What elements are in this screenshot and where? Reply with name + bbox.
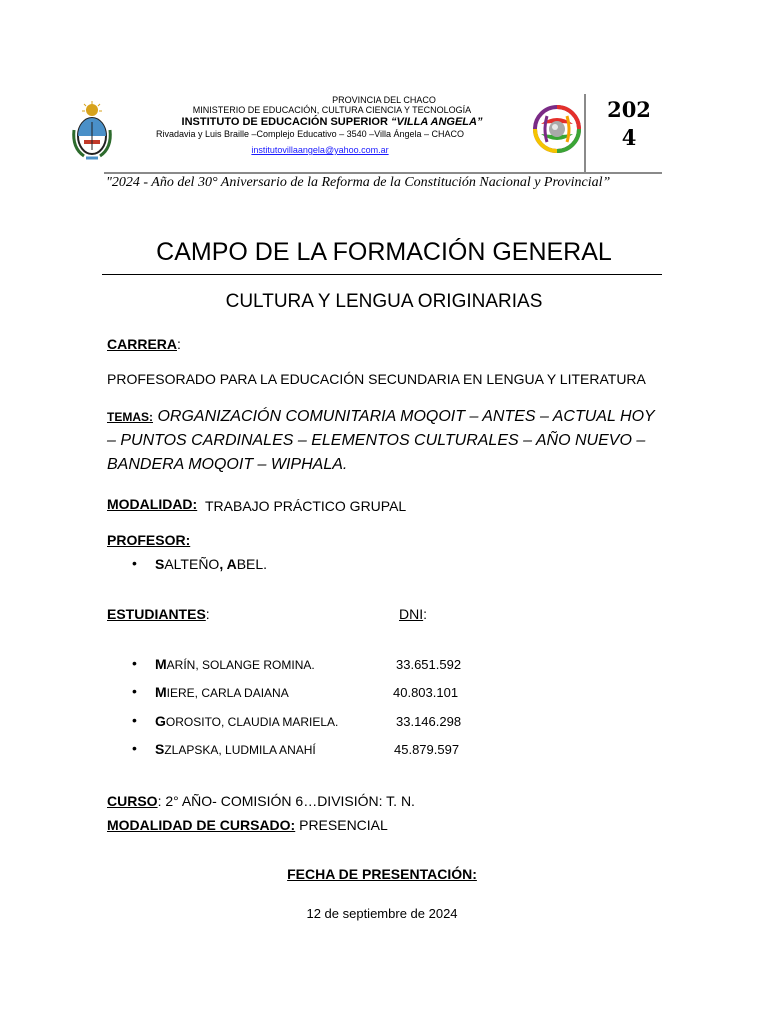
- fecha-heading: [0, 866, 764, 882]
- student-dni: 45.879.597: [394, 742, 460, 757]
- title-rule: [102, 274, 662, 275]
- profesor-label: PROFESOR:: [107, 532, 191, 548]
- profesor-bullet: •: [132, 555, 137, 571]
- header-vertical-divider: [584, 94, 586, 172]
- carrera-label: CARRERA: [107, 336, 177, 352]
- profesor-firstname-rest: BEL.: [236, 556, 268, 572]
- student-dni: 33.651.592: [396, 657, 462, 672]
- fecha-label: FECHA DE PRESENTACIÓN:: [287, 866, 477, 882]
- curso-label: CURSO: [107, 793, 158, 809]
- profesor-comma: ,: [219, 556, 227, 572]
- modalidad-value: TRABAJO PRÁCTICO GRUPAL: [205, 498, 407, 514]
- header-ministry: MINISTERIO DE EDUCACIÓN, CULTURA CIENCIA Y TECNOLOGÍA: [192, 105, 472, 115]
- header-horizontal-divider: [104, 172, 662, 174]
- student-name: [155, 713, 338, 729]
- estudiantes-colon: :: [205, 606, 210, 622]
- carrera-value: PROFESORADO PARA LA EDUCACIÓN SECUNDARIA EN LENGUA Y LITERATURA: [107, 371, 646, 387]
- student-name-rest: ARÍN, SOLANGE ROMINA.: [166, 658, 315, 672]
- header-address: Rivadavia y Luis Braille –Complejo Educativo – 3540 –Villa Ángela – CHACO: [156, 129, 464, 139]
- student-bullet: •: [132, 740, 137, 756]
- temas-label: TEMAS:: [107, 410, 153, 424]
- student-initial: S: [155, 741, 165, 757]
- profesor-name: [155, 556, 267, 572]
- student-bullet: •: [132, 683, 137, 699]
- profesor-heading: [107, 532, 190, 548]
- institute-prefix: INSTITUTO DE EDUCACIÓN SUPERIOR: [181, 116, 391, 128]
- student-initial: G: [155, 713, 166, 729]
- student-dni: 40.803.101: [393, 685, 459, 700]
- modalidad-cursado-value: PRESENCIAL: [295, 817, 388, 833]
- modalidad-cursado-row: [107, 817, 388, 833]
- carrera-colon: :: [177, 336, 181, 352]
- student-name: [155, 656, 315, 672]
- student-initial: M: [155, 684, 167, 700]
- temas-block: [107, 405, 667, 477]
- profesor-surname-rest: ALTEÑO: [164, 556, 220, 572]
- institute-name: “VILLA ANGELA”: [390, 116, 483, 128]
- student-name: [155, 741, 316, 757]
- student-name-rest: ZLAPSKA, LUDMILA ANAHÍ: [164, 743, 316, 757]
- temas-value: ORGANIZACIÓN COMUNITARIA MOQOIT – ANTES – ACTUAL HOY – PUNTOS CARDINALES – ELEMENTOS CULTURALES – AÑO NUEVO – BANDERA MOQOIT – WIPHALA.: [107, 408, 655, 473]
- institute-emblem-icon: [533, 104, 581, 154]
- page-title: CAMPO DE LA FORMACIÓN GENERAL: [156, 238, 612, 266]
- curso-row: [107, 793, 415, 809]
- modalidad-cursado-label: MODALIDAD DE CURSADO:: [107, 817, 296, 833]
- estudiantes-heading: [107, 606, 210, 622]
- curso-value: : 2° AÑO- COMISIÓN 6…DIVISIÓN: T. N.: [157, 793, 415, 809]
- profesor-initial-2: A: [226, 556, 237, 572]
- student-bullet: •: [132, 655, 137, 671]
- student-name-rest: OROSITO, CLAUDIA MARIELA.: [165, 715, 339, 729]
- student-initial: M: [155, 656, 167, 672]
- carrera-heading: [107, 336, 181, 352]
- modalidad-label: MODALIDAD:: [107, 496, 198, 512]
- dni-label: DNI: [399, 606, 424, 622]
- student-name-rest: IERE, CARLA DAIANA: [166, 686, 289, 700]
- page-subtitle: CULTURA Y LENGUA ORIGINARIAS: [225, 291, 543, 312]
- dni-heading: [399, 606, 427, 622]
- header-email-link[interactable]: institutovillaangela@yahoo.com.ar: [251, 145, 389, 155]
- header-year-line1: 202: [607, 97, 651, 122]
- student-name: [155, 684, 289, 700]
- header-email-row: [0, 141, 704, 157]
- profesor-initial-1: S: [155, 556, 165, 572]
- header-year-line2: 4: [621, 125, 637, 150]
- modalidad-heading: [107, 496, 197, 512]
- estudiantes-label: ESTUDIANTES: [107, 606, 206, 622]
- fecha-value: 12 de septiembre de 2024: [306, 906, 458, 921]
- header-province: PROVINCIA DEL CHACO: [332, 95, 436, 105]
- student-bullet: •: [132, 712, 137, 728]
- motto: "2024 - Año del 30° Aniversario de la Reforma de la Constitución Nacional y Provincial”: [106, 175, 611, 190]
- student-dni: 33.146.298: [396, 714, 462, 729]
- dni-colon: :: [423, 606, 428, 622]
